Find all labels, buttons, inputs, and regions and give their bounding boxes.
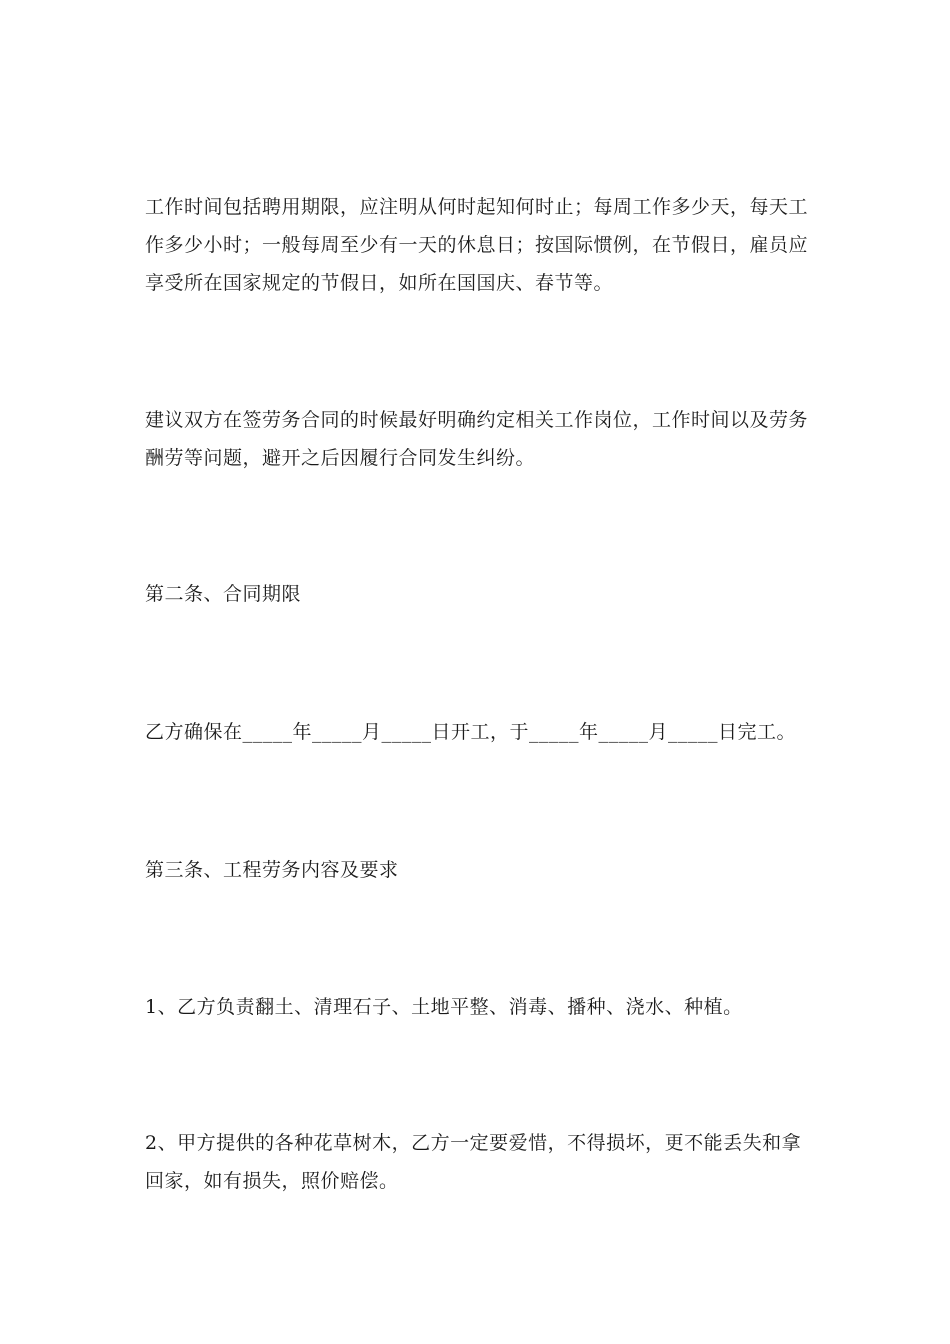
article-3-item-1: 1、乙方负责翻土、清理石子、土地平整、消毒、播种、浇水、种植。 xyxy=(145,996,743,1018)
article-3-heading: 第三条、工程劳务内容及要求 xyxy=(145,859,399,881)
suggestion-paragraph: 建议双方在签劳务合同的时候最好明确约定相关工作岗位，工作时间以及劳务酬劳等问题，避开之后因履行合同发生纠纷。 xyxy=(145,409,809,469)
article-2-heading: 第二条、合同期限 xyxy=(145,583,302,605)
work-time-paragraph: 工作时间包括聘用期限，应注明从何时起知何时止；每周工作多少天，每天工作多少小时；一般每周至少有一天的休息日；按国际惯例，在节假日，雇员应享受所在国家规定的节假日，如所在国国庆、春节等。 xyxy=(145,196,809,294)
article-2-body: 乙方确保在_____年_____月_____日开工，于_____年_____月_____日完工。 xyxy=(145,721,797,743)
article-3-item-2: 2、甲方提供的各种花草树木，乙方一定要爱惜，不得损坏，更不能丢失和拿回家，如有损失，照价赔偿。 xyxy=(145,1132,802,1192)
